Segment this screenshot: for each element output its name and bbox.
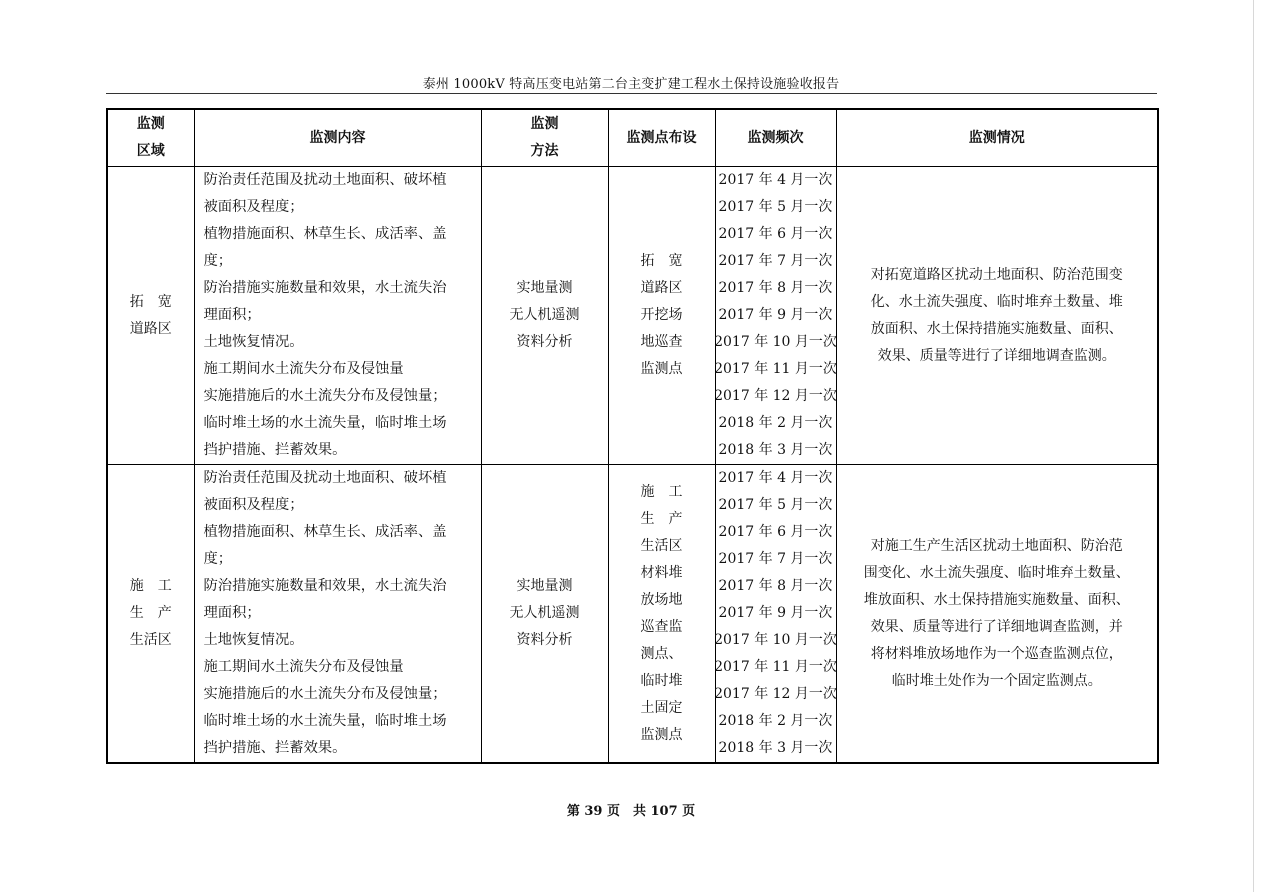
text-line: 生活区 <box>129 632 172 648</box>
text-line: 2017 年 12 月一次 <box>714 388 837 404</box>
region-cell <box>107 167 194 465</box>
text-line: 被面积及程度； <box>203 497 304 513</box>
text-line: 2018 年 2 月一次 <box>718 713 833 729</box>
header-monitoring-content <box>194 109 481 167</box>
content-cell <box>194 167 481 465</box>
text-line: 方法 <box>530 143 559 159</box>
monitoring-table <box>106 108 1159 764</box>
page-edge-rule <box>1253 0 1254 892</box>
text-line: 监测内容 <box>309 129 366 146</box>
points-cell <box>608 465 715 764</box>
text-line: 实施措施后的水土流失分布及侵蚀量； <box>203 686 447 702</box>
method-cell <box>481 465 608 764</box>
text-line: 2017 年 11 月一次 <box>714 659 837 675</box>
text-line: 被面积及程度； <box>203 199 304 215</box>
text-line: 监测点 <box>640 361 683 377</box>
text-line: 对施工生产生活区扰动土地面积、防治范 <box>870 537 1123 554</box>
text-line: 道路区 <box>640 280 683 296</box>
text-line: 监测情况 <box>968 129 1025 146</box>
method-cell <box>481 167 608 465</box>
text-line: 区域 <box>136 143 165 159</box>
header-monitoring-points <box>608 109 715 167</box>
text-line: 2018 年 2 月一次 <box>718 415 833 431</box>
text-line: 挡护措施、拦蓄效果。 <box>203 740 347 756</box>
text-line: 2017 年 10 月一次 <box>714 334 837 350</box>
text-line: 拓 宽 <box>640 253 683 269</box>
text-line: 2017 年 4 月一次 <box>718 172 833 188</box>
text-line: 监测频次 <box>747 129 804 146</box>
text-line: 理面积； <box>203 605 261 621</box>
content-cell <box>194 465 481 764</box>
page-number: 第 39 页 共 107 页 <box>566 804 696 819</box>
text-line: 化、水土流失强度、临时堆弃土数量、堆 <box>870 293 1123 310</box>
text-line: 监测 <box>136 116 165 132</box>
text-line: 挡护措施、拦蓄效果。 <box>203 442 347 458</box>
text-line: 理面积； <box>203 307 261 323</box>
text-line: 2017 年 5 月一次 <box>718 199 833 215</box>
text-line: 2017 年 6 月一次 <box>718 524 833 540</box>
text-line: 测点、 <box>640 645 683 662</box>
table-row <box>107 167 1158 465</box>
status-cell <box>836 465 1158 764</box>
text-line: 资料分析 <box>516 632 573 648</box>
text-line: 临时堆 <box>640 672 683 689</box>
text-line: 材料堆 <box>640 564 683 581</box>
text-line: 2018 年 3 月一次 <box>718 740 833 756</box>
text-line: 监测点 <box>640 726 683 743</box>
text-line: 防治责任范围及扰动土地面积、破坏植 <box>203 470 447 486</box>
text-line: 2017 年 8 月一次 <box>718 578 833 594</box>
text-line: 度； <box>203 551 233 567</box>
text-line: 实地量测 <box>516 280 573 296</box>
text-line: 防治措施实施数量和效果，水土流失治 <box>203 578 447 594</box>
text-line: 生 产 <box>129 605 172 621</box>
frequency-cell <box>715 167 836 465</box>
text-line: 2018 年 3 月一次 <box>718 442 833 458</box>
text-line: 监测点布设 <box>626 129 697 146</box>
text-line: 2017 年 12 月一次 <box>714 686 837 702</box>
text-line: 土固定 <box>640 699 683 716</box>
text-line: 2017 年 7 月一次 <box>718 253 833 269</box>
text-line: 2017 年 9 月一次 <box>718 605 833 621</box>
text-line: 临时堆土场的水土流失量，临时堆土场 <box>203 713 447 729</box>
header-divider <box>106 93 1157 94</box>
text-line: 2017 年 6 月一次 <box>718 226 833 242</box>
text-line: 堆放面积、水土保持措施实施数量、面积、 <box>863 591 1130 608</box>
text-line: 防治措施实施数量和效果，水土流失治 <box>203 280 447 296</box>
text-line: 2017 年 5 月一次 <box>718 497 833 513</box>
header-monitoring-method <box>481 109 608 167</box>
text-line: 植物措施面积、林草生长、成活率、盖 <box>203 524 447 540</box>
text-line: 施 工 <box>640 483 683 500</box>
header-monitoring-region <box>107 109 194 167</box>
region-cell <box>107 465 194 764</box>
text-line: 地巡查 <box>640 334 683 350</box>
text-line: 对拓宽道路区扰动土地面积、防治范围变 <box>870 266 1123 283</box>
text-line: 施工期间水土流失分布及侵蚀量 <box>203 659 404 675</box>
text-line: 拓 宽 <box>129 293 172 310</box>
text-line: 防治责任范围及扰动土地面积、破坏植 <box>203 172 447 188</box>
text-line: 生 产 <box>640 510 683 527</box>
text-line: 放面积、水土保持措施实施数量、面积、 <box>870 320 1123 337</box>
text-line: 临时堆土处作为一个固定监测点。 <box>891 672 1102 689</box>
text-line: 土地恢复情况。 <box>203 334 304 350</box>
text-line: 无人机遥测 <box>509 605 580 621</box>
text-line: 实地量测 <box>516 578 573 594</box>
text-line: 2017 年 7 月一次 <box>718 551 833 567</box>
text-line: 效果、质量等进行了详细地调查监测。 <box>877 347 1116 364</box>
table-header-row <box>107 109 1158 167</box>
text-line: 植物措施面积、林草生长、成活率、盖 <box>203 226 447 242</box>
text-line: 2017 年 10 月一次 <box>714 632 837 648</box>
text-line: 度； <box>203 253 233 269</box>
text-line: 开挖场 <box>640 307 683 323</box>
text-line: 将材料堆放场地作为一个巡查监测点位， <box>870 645 1123 662</box>
document-header-title: 泰州 1000kV 特高压变电站第二台主变扩建工程水土保持设施验收报告 <box>422 77 840 92</box>
text-line: 道路区 <box>129 320 172 337</box>
header-monitoring-status <box>836 109 1158 167</box>
text-line: 效果、质量等进行了详细地调查监测，并 <box>870 618 1123 635</box>
text-line: 临时堆土场的水土流失量，临时堆土场 <box>203 415 447 431</box>
text-line: 施工期间水土流失分布及侵蚀量 <box>203 361 404 377</box>
text-line: 无人机遥测 <box>509 307 580 323</box>
text-line: 巡查监 <box>640 618 683 635</box>
text-line: 2017 年 9 月一次 <box>718 307 833 323</box>
text-line: 围变化、水土流失强度、临时堆弃土数量、 <box>863 564 1130 581</box>
text-line: 实施措施后的水土流失分布及侵蚀量； <box>203 388 447 404</box>
text-line: 放场地 <box>640 591 683 608</box>
text-line: 土地恢复情况。 <box>203 632 304 648</box>
status-cell <box>836 167 1158 465</box>
text-line: 监测 <box>530 116 559 132</box>
text-line: 生活区 <box>640 537 683 554</box>
points-cell <box>608 167 715 465</box>
table-row <box>107 465 1158 764</box>
frequency-cell <box>715 465 836 764</box>
text-line: 资料分析 <box>516 334 573 350</box>
text-line: 施 工 <box>129 578 172 594</box>
text-line: 2017 年 11 月一次 <box>714 361 837 377</box>
header-monitoring-frequency <box>715 109 836 167</box>
text-line: 2017 年 4 月一次 <box>718 470 833 486</box>
text-line: 2017 年 8 月一次 <box>718 280 833 296</box>
